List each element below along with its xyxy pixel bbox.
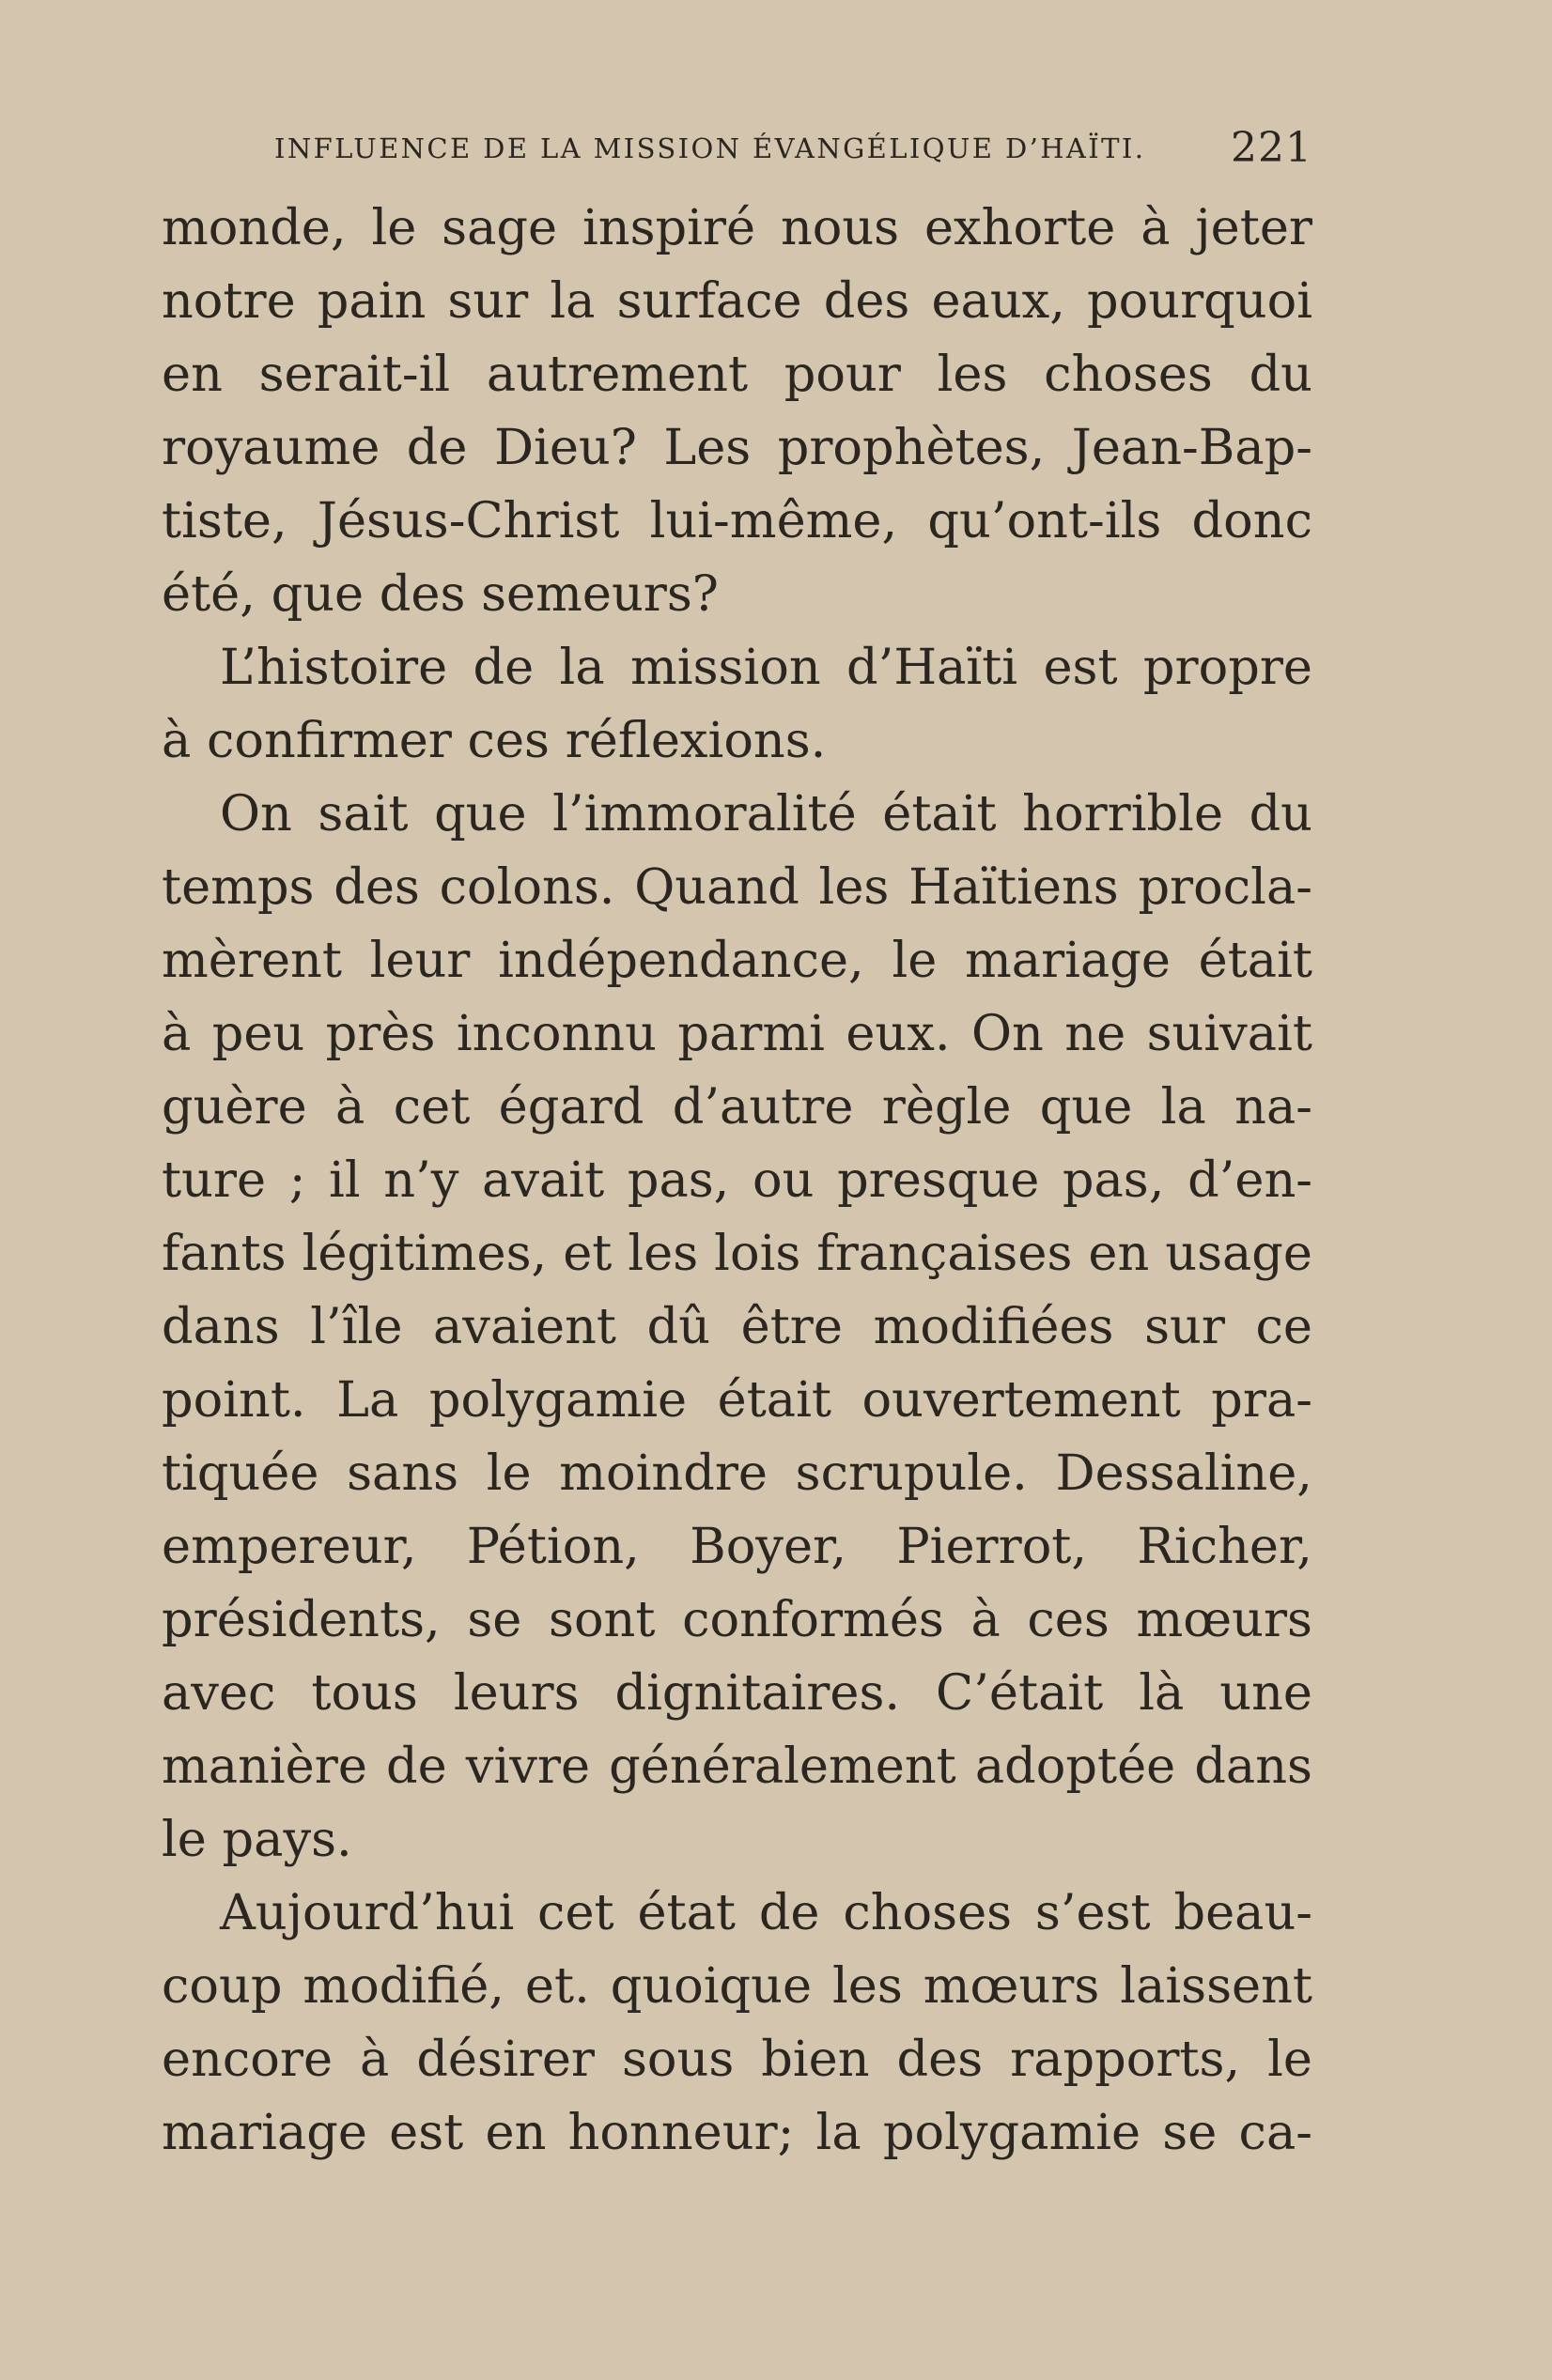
text-line: L’histoire de la mission d’Haïti est propre: [220, 639, 1312, 696]
text-line: été, que des semeurs?: [162, 565, 719, 623]
text-line: ture ; il n’y avait pas, ou presque pas, d’en-: [162, 1151, 1312, 1209]
text-line: mèrent leur indépendance, le mariage était: [162, 932, 1312, 989]
running-head: [274, 120, 1312, 177]
text-line: monde, le sage inspiré nous exhorte à jeter: [162, 199, 1312, 256]
text-line: dans l’île avaient dû être modifiées sur ce: [162, 1298, 1312, 1355]
text-line: en serait-il autrement pour les choses du: [162, 346, 1312, 403]
text-line: coup modifié, et. quoique les mœurs laissent: [162, 1957, 1312, 2015]
text-line: le pays.: [162, 1811, 352, 1868]
text-line: manière de vivre généralement adoptée dans: [162, 1738, 1312, 1795]
text-line: royaume de Dieu? Les prophètes, Jean-Bap-: [162, 419, 1312, 476]
text-line: empereur, Pétion, Boyer, Pierrot, Richer,: [162, 1518, 1312, 1575]
text-line: à confirmer ces réflexions.: [162, 712, 827, 769]
text-line: à peu près inconnu parmi eux. On ne suivait: [162, 1005, 1312, 1062]
running-head-title: INFLUENCE DE LA MISSION ÉVANGÉLIQUE D’HAÏTI.: [274, 132, 1146, 164]
text-line: encore à désirer sous bien des rapports, le: [162, 2031, 1312, 2088]
text-line: fants légitimes, et les lois françaises en usage: [162, 1225, 1312, 1282]
text-line: Aujourd’hui cet état de choses s’est beau-: [220, 1884, 1312, 1941]
page-number: 221: [1231, 124, 1312, 172]
text-line: présidents, se sont conformés à ces mœurs: [162, 1591, 1312, 1648]
text-line: mariage est en honneur; la polygamie se ca-: [162, 2104, 1312, 2161]
text-line: temps des colons. Quand les Haïtiens procla-: [162, 858, 1312, 916]
text-line: On sait que l’immoralité était horrible du: [220, 785, 1312, 842]
text-line: guère à cet égard d’autre règle que la na-: [162, 1078, 1312, 1136]
text-line: tiquée sans le moindre scrupule. Dessaline,: [162, 1445, 1312, 1502]
text-line: point. La polygamie était ouvertement pra-: [162, 1371, 1312, 1429]
text-line: tiste, Jésus-Christ lui-même, qu’ont-ils donc: [162, 492, 1312, 549]
body-text: [162, 192, 1312, 2170]
text-line: notre pain sur la surface des eaux, pourquoi: [162, 272, 1312, 330]
text-line: avec tous leurs dignitaires. C’était là une: [162, 1664, 1312, 1722]
